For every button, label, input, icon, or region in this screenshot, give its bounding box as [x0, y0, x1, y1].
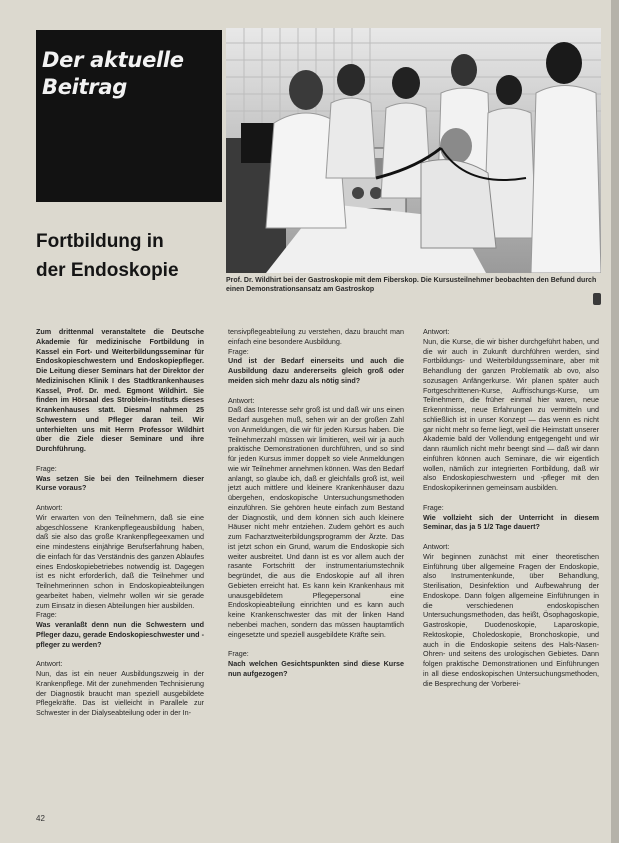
binder-clip-mark — [593, 293, 601, 305]
feature-label — [42, 47, 218, 101]
continued-paragraph: tensivpflegeabteilung zu verstehen, dazu braucht man einfach eine besondere Ausbildung. — [228, 327, 404, 346]
answer-text: Nun, die Kurse, die wir bisher durchgeführt haben, und die wir auch in Zukunft durchführen werden, sind Fortbildungs- und Weiterbildungsseminare, aber mit Behandlung der ganzen Problematik ab ovo, also sozusagen Anfängerkurse. Wir planen später auch Fortgeschrittenen-Kurse, Auffrischungs-Kurse, um Teilnehmern, die früher einmal hier waren, neue Erkenntnisse, neue Erfahrungen zu vermitteln und schließlich ist in unser Konzept — das wenn es nicht gar nicht mehr so ferne liegt, weil die Heimstatt unserer Akademie bald der Vollendung entgegengeht und wir dann räumlich nicht mehr beengt sind — daß wir dann einführen können auch Seminare, die wir eigentlich wollen, nämlich zur integrierten Fortbildung, daß wir also Endoskopieschwestern und -pfleger mit den Endoskopikerinnen gemeinsam ausbilden. — [423, 336, 599, 492]
answer-text: Wir beginnen zunächst mit einer theoretischen Einführung über allgemeine Fragen der Endoskopie, also Instrumentenkunde, über Behandlung, Sterilisation, Desinfektion und Aufbewahrung der Endoskope. Dann folgen allgemeine Einführungen in die verschiedenen endoskopischen Untersuchungsmethoden, das heißt, Ösophagoskopie, Gastroskopie, Duodenoskopie, Laparoskopie, Rektoskopie, Choledoskopie, Bronchoskopie, und auch in die Endoskopie seitens des Hals-Nasen-Ohren- und seitens des urologischen Gebietes. Dann folgen praktische Demonstrationen und Einführungen in all diese endoskopischen Untersuchungsmethoden, die Besprechung der Vorberei- — [423, 551, 599, 688]
question-label: Frage: — [423, 502, 444, 512]
article-headline — [36, 227, 222, 285]
answer-text: Nun, das ist ein neuer Ausbildungszweig in der Krankenpflege. Mit der zunehmenden Technisierung der Diagnostik braucht man speziell ausgebildete Pflegekräfte. Das ist vielleicht in Parallele zur Schwester in der Dialyseabteilung oder in der In- — [36, 669, 204, 717]
answer-text: Wir erwarten von den Teilnehmern, daß sie eine abgeschlossene Krankenpflegeausbildung haben, daß sie also das große Krankenpflegeexamen und eine mindestens einjährige Berufserfahrung haben, die einfach für das Verständnis des ganzen Ablaufes eines Endoskopiebetriebes notwendig ist. Dagegen ist es nicht erforderlich, daß die Teilnehmer und Teilnehmerinnen schon in Endoskopieabteilungen gearbeitet haben, vielmehr wollen wir sie gerade zum Einsatz in diesen Abteilungen hier ausbilden. — [36, 512, 204, 610]
question-label: Frage: — [228, 649, 249, 659]
scan-edge-shadow — [611, 0, 619, 843]
answer-label: Antwort: — [228, 395, 255, 405]
question-text: Was setzen Sie bei den Teilnehmern dieser Kurse voraus? — [36, 473, 204, 493]
answer-label: Antwort: — [423, 542, 450, 551]
intro-paragraph: Zum drittenmal veranstaltete die Deutsche Akademie für medizinische Fortbildung in Kassel ein Fort- und Weiterbildungsseminar für Endoskopieschwestern und Endoskopiepfleger. Die Leitung dieser Seminars hat der Direktor der Medizinischen Klinik I des Stadtkrankenhauses Kassel, Prof. Dr. med. Egmont Wildhirt. Sie finden im Hörsaal des Stroblein-Instituts dieses Krankenhauses statt. Diesmal nahmen 25 Schwestern und Pfleger daran teil. Wir unterhielten uns mit Herrn Professor Wildhirt über die Ziele dieser Seminare und ihre Durchführung. — [36, 327, 204, 453]
headline-line2: der Endoskopie — [36, 260, 179, 281]
page-number: 42 — [36, 814, 45, 823]
photo-caption: Prof. Dr. Wildhirt bei der Gastroskopie mit dem Fiberskop. Die Kursusteilnehmer beobachten den Befund durch einen Demonstrationsansatz am Gastroskop — [226, 277, 597, 293]
question-label: Frage: — [36, 610, 57, 620]
answer-label: Antwort: — [36, 503, 63, 512]
text-column-1 — [36, 327, 204, 718]
headline-line1: Fortbildung in — [36, 231, 164, 252]
question-text: Was veranlaßt denn nun die Schwestern und Pfleger dazu, gerade Endoskopieschwester und -pfleger zu werden? — [36, 620, 204, 649]
answer-label: Antwort: — [423, 327, 450, 336]
text-column-2 — [228, 327, 404, 679]
answer-text: Daß das Interesse sehr groß ist und daß wir uns einen Bedarf ausgehen muß, sehen wir an der großen Zahl von Anmeldungen, die wir für jeden Kursus haben. Die Teilnehmerzahl müssen wir limitieren, weil wir ja auch praktische Demonstrationen durchführen, und so sind für jeden Kursus immer doppelt so viele Anmeldungen wie wir Teilnehmer annehmen können. Was den Bedarf anlangt, so glaube ich, daß er gleichfalls groß ist, weil jetzt auch mittlere und kleinere Krankenhäuser dazu übergehen, endoskopische Untersuchungsmethoden einzuführen. Sie gehören heute einfach zum Bestand der Diagnostik, und dem können sich auch kleinere Häuser nicht mehr entziehen. Zudem gehört es auch zum Facharztweiterbildungsprogramm der Ärzte. Das ist jetzt schon ein Grund, warum die Endoskopie sich weiter ausbreitet. Und dann ist es vor allem auch der rasante Fortschritt der instrumentariumstechnik begründet, die aus die Endoskopie auf all ihren Gebieten erreicht hat. Es kann kein Krankenhaus mit unausgebildetem Pflegepersonal eine Endoskopieabteilung einrichten und es kann auch keine Krankenschwester das mit der linken Hand nebenbei machen, sondern das müssen hauptamtlich eingesetzte und speziell ausgebildete Kräfte sein. — [228, 405, 404, 639]
question-label: Frage: — [36, 463, 57, 473]
text-column-3 — [423, 327, 599, 688]
answer-label: Antwort: — [36, 659, 63, 669]
question-text: Nach welchen Gesichtspunkten sind diese Kurse nun aufgezogen? — [228, 659, 404, 678]
feature-label-line2: Beitrag — [42, 75, 127, 99]
article-photo — [226, 28, 601, 273]
photo-illustration — [226, 28, 601, 273]
question-text: Und ist der Bedarf einerseits und auch die Ausbildung dazu andererseits gleich groß oder meiden sich mehr dazu als nötig sind? — [228, 356, 404, 385]
question-label: Frage: — [228, 346, 249, 356]
question-text: Wie vollzieht sich der Unterricht in diesem Seminar, das ja 5 1/2 Tage dauert? — [423, 512, 599, 532]
feature-label-line1: Der aktuelle — [42, 48, 184, 72]
